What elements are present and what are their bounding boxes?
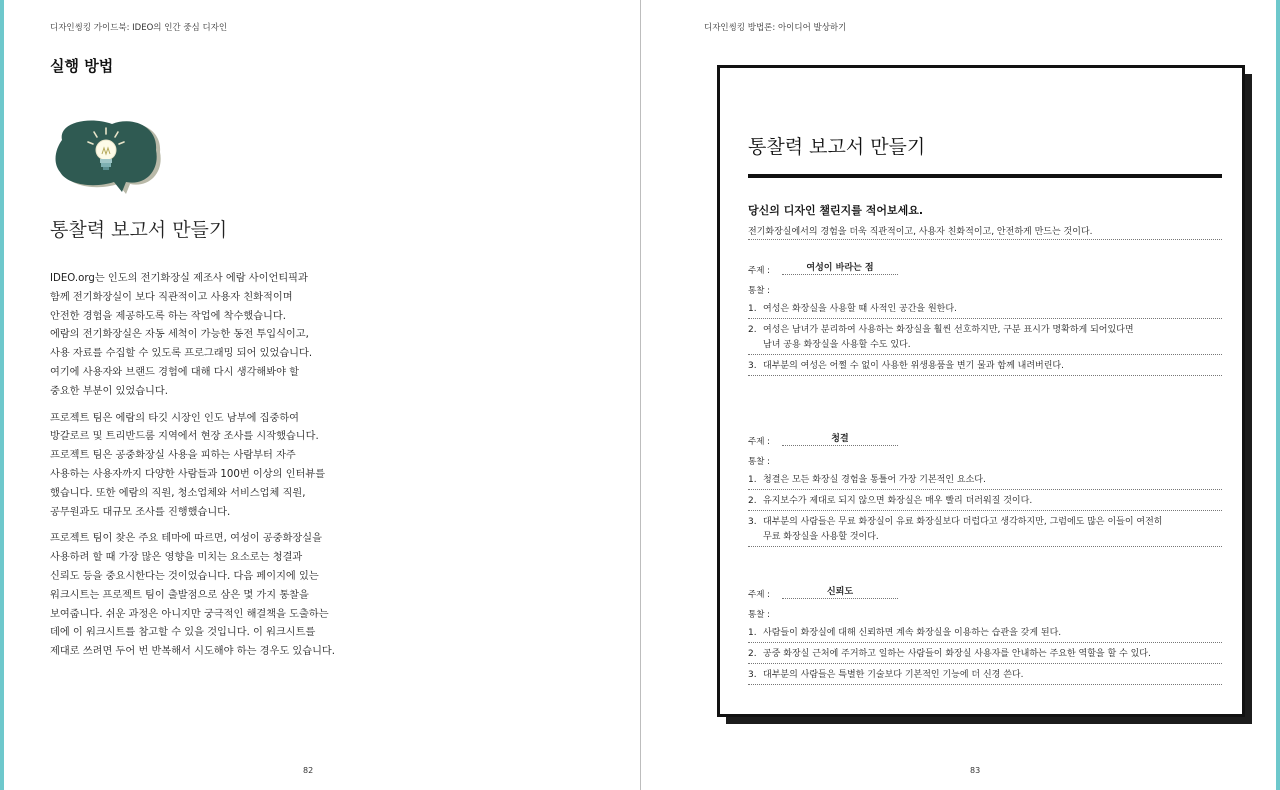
insight-number: 1. [748, 628, 757, 638]
insight-number: 3. [748, 670, 757, 680]
topic-block [748, 431, 1222, 547]
paragraph-3: 프로젝트 팀이 찾은 주요 테마에 따르면, 여성이 공중화장실을 사용하려 할 때 가장 많은 영향을 미치는 요소로는 청결과 신뢰도 등을 중요시한다는 것이었습니다. 다음 페이지에 있는 워크시트는 프로젝트 팀이 출발점으로 삼은 몇 가지 통찰을 보여줍니다. 쉬운 과정은 아니지만 궁극적인 해결책을 도출하는 데에 이 워크시트를 참고할 수 있을 것입니다. 이 워크시트를 제대로 쓰려면 두어 번 반복해서 시도해야 하는 경우도 있습니다. [50, 533, 336, 658]
topic-block [748, 584, 1222, 685]
challenge-text: 전기화장실에서의 경험을 더욱 직관적이고, 사용자 친화적이고, 안전하게 만드는 것이다. [748, 224, 1222, 240]
title-rule [748, 174, 1222, 178]
insight-text: 대부분의 여성은 어쩔 수 없이 사용한 위생용품을 변기 물과 함께 내려버린다. [763, 361, 1064, 371]
insight-text: 공중 화장실 근처에 주거하고 일하는 사람들이 화장실 사용자를 안내하는 주요한 역할을 할 수 있다. [763, 649, 1151, 659]
insight-label: 통찰 : [748, 457, 770, 467]
insight-number: 2. [748, 325, 757, 335]
insight-text: 유지보수가 제대로 되지 않으면 화장실은 매우 빨리 더러워질 것이다. [763, 496, 1033, 506]
insight-number: 1. [748, 304, 757, 314]
insight-number: 3. [748, 517, 757, 527]
insight-text: 대부분의 사람들은 특별한 기술보다 기본적인 기능에 더 신경 쓴다. [763, 670, 1024, 680]
topic-value: 여성이 바라는 점 [782, 260, 898, 275]
challenge-label: 당신의 디자인 챌린지를 적어보세요. [748, 204, 924, 217]
running-head: 디자인씽킹 가이드북: IDEO의 인간 중심 디자인 [50, 23, 228, 33]
insight-item [748, 626, 1222, 643]
insight-label: 통찰 : [748, 286, 770, 296]
left-page [4, 0, 640, 790]
insight-number: 2. [748, 649, 757, 659]
insight-number: 1. [748, 475, 757, 485]
topic-label: 주제 : [748, 590, 770, 600]
page-title: 통찰력 보고서 만들기 [50, 219, 228, 241]
running-head: 디자인씽킹 방법론: 아이디어 발상하기 [704, 23, 847, 33]
worksheet-title: 통찰력 보고서 만들기 [748, 136, 926, 158]
right-page-edge [1276, 0, 1280, 790]
paragraph-1: IDEO.org는 인도의 전기화장실 제조사 에람 사이언티픽과 함께 전기화장실이 보다 직관적이고 사용자 친화적이며 안전한 경험을 제공하도록 하는 작업에 착수했습니다. 에람의 전기화장실은 자동 세척이 가능한 동전 투입식이고, 사용 자료를 수집할 수 있도록 프로그래밍 되어 있었습니다. 여기에 사용자와 브랜드 경험에 대해 다시 생각해봐야 할 중요한 부분이 있었습니다. [50, 273, 313, 397]
insight-item [748, 647, 1222, 664]
insight-number: 2. [748, 496, 757, 506]
paragraph-2: 프로젝트 팀은 에람의 타깃 시장인 인도 남부에 집중하여 방갈로르 및 트리반드룸 지역에서 현장 조사를 시작했습니다. 프로젝트 팀은 공중화장실 사용을 피하는 사람부터 자주 사용하는 사용자까지 다양한 사람들과 100번 이상의 인터뷰를 했습니다. 또한 에람의 직원, 청소업체와 서비스업체 직원, 공무원과도 대규모 조사를 진행했습니다. [50, 412, 326, 518]
topic-block [748, 260, 1222, 376]
insight-item [748, 668, 1222, 685]
insight-item [748, 359, 1222, 376]
insight-item [748, 323, 1222, 355]
insight-number: 3. [748, 361, 757, 371]
insight-text: 여성은 화장실을 사용할 때 사적인 공간을 원한다. [763, 304, 957, 314]
topic-value: 청결 [782, 431, 898, 446]
worksheet-card [717, 65, 1245, 717]
insight-item [748, 515, 1222, 547]
topic-label: 주제 : [748, 437, 770, 447]
insight-item [748, 302, 1222, 319]
insight-text: 사람들이 화장실에 대해 신뢰하면 계속 화장실을 이용하는 습관을 갖게 된다. [763, 628, 1062, 638]
insight-text: 대부분의 사람들은 무료 화장실이 유료 화장실보다 더럽다고 생각하지만, 그럼에도 많은 이들이 여전히 무료 화장실을 사용할 것이다. [763, 517, 1163, 542]
insight-item [748, 473, 1222, 490]
page-number: 82 [303, 766, 314, 775]
insight-label: 통찰 : [748, 610, 770, 620]
right-page [641, 0, 1276, 790]
page-number: 83 [970, 766, 981, 775]
section-label: 실행 방법 [50, 57, 114, 75]
insight-item [748, 494, 1222, 511]
body-text [50, 270, 350, 670]
insight-text: 여성은 남녀가 분리하여 사용하는 화장실을 훨씬 선호하지만, 구분 표시가 명확하게 되어있다면 남녀 공용 화장실을 사용할 수도 있다. [763, 325, 1134, 350]
insight-text: 청결은 모든 화장실 경험을 통틀어 가장 기본적인 요소다. [763, 475, 986, 485]
lightbulb-icon [50, 114, 162, 194]
topic-label: 주제 : [748, 266, 770, 276]
topic-value: 신뢰도 [782, 584, 898, 599]
